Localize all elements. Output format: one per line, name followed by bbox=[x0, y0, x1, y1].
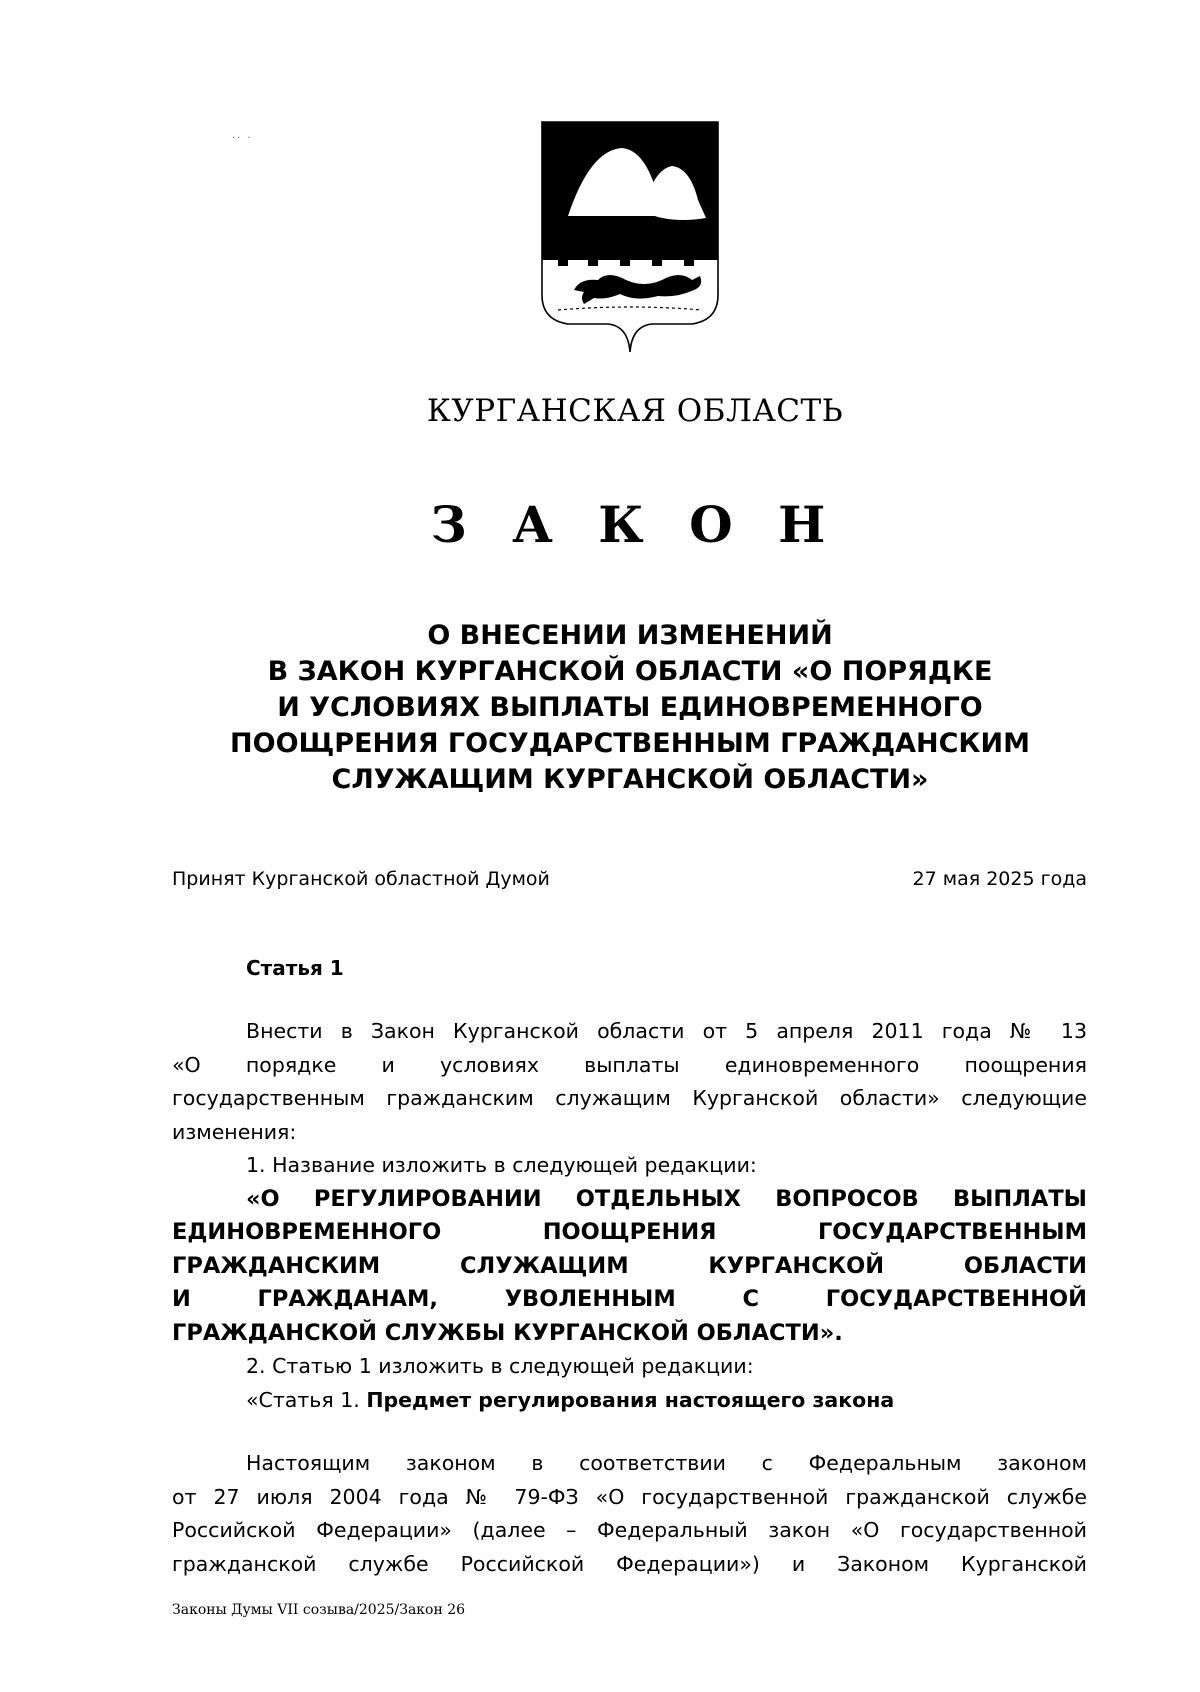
footer-reference: Законы Думы VII созыва/2025/Закон 26 bbox=[172, 1602, 466, 1618]
document-type: З А К О Н bbox=[430, 495, 840, 554]
amendment-item-2: 2. Статью 1 изложить в следующей редакции: bbox=[246, 1354, 754, 1378]
article-heading: Статья 1 bbox=[246, 956, 344, 980]
new-article-heading bbox=[172, 1384, 1087, 1418]
paragraph-line: Российской Федерации» (далее – Федеральный закон «О государственной bbox=[172, 1518, 1087, 1542]
adoption-date: 27 мая 2025 года bbox=[912, 868, 1087, 890]
new-title-line: ЕДИНОВРЕМЕННОГО ПООЩРЕНИЯ ГОСУДАРСТВЕННЫМ bbox=[172, 1219, 1087, 1245]
new-title-line: И ГРАЖДАНАМ, УВОЛЕННЫМ С ГОСУДАРСТВЕННОЙ bbox=[172, 1286, 1087, 1312]
law-title-line: И УСЛОВИЯХ ВЫПЛАТЫ ЕДИНОВРЕМЕННОГО bbox=[277, 692, 983, 723]
paragraph-line: Настоящим законом в соответствии с Федеральным законом bbox=[246, 1451, 1087, 1475]
new-title-line: ГРАЖДАНСКИМ СЛУЖАЩИМ КУРГАНСКОЙ ОБЛАСТИ bbox=[172, 1252, 1087, 1279]
law-title-line: В ЗАКОН КУРГАНСКОЙ ОБЛАСТИ «О ПОРЯДКЕ bbox=[267, 656, 993, 687]
region-name: КУРГАНСКАЯ ОБЛАСТЬ bbox=[426, 393, 844, 429]
law-title-line: СЛУЖАЩИМ КУРГАНСКОЙ ОБЛАСТИ» bbox=[331, 764, 929, 795]
new-article-title: Предмет регулирования настоящего закона bbox=[366, 1387, 895, 1412]
new-title-line: ГРАЖДАНСКОЙ СЛУЖБЫ КУРГАНСКОЙ ОБЛАСТИ». bbox=[172, 1319, 843, 1346]
paragraph-line: «О порядке и условиях выплаты единовременного поощрения bbox=[172, 1052, 1087, 1077]
paragraph-line: от 27 июля 2004 года № 79-ФЗ «О государственной гражданской службе bbox=[172, 1484, 1087, 1509]
new-article-prefix: «Статья 1. bbox=[246, 1387, 367, 1412]
article-body bbox=[172, 1015, 1087, 1581]
paragraph-line: государственным гражданским служащим Курганской области» следующие bbox=[172, 1086, 1087, 1110]
paragraph-line: гражданской службе Российской Федерации») и Законом Курганской bbox=[172, 1551, 1087, 1576]
adopted-by: Принят Курганской областной Думой bbox=[172, 868, 550, 890]
coat-of-arms-icon bbox=[540, 120, 720, 355]
spacer bbox=[172, 1417, 1087, 1447]
law-title bbox=[170, 618, 1090, 798]
adoption-line bbox=[172, 868, 1087, 890]
new-title-line: «О РЕГУЛИРОВАНИИ ОТДЕЛЬНЫХ ВОПРОСОВ ВЫПЛАТЫ bbox=[246, 1185, 1087, 1212]
amendment-item-1: 1. Название изложить в следующей редакции: bbox=[246, 1153, 757, 1177]
scan-speck: ·‧ · bbox=[232, 133, 253, 144]
paragraph-line: Внести в Закон Курганской области от 5 апреля 2011 года № 13 bbox=[246, 1019, 1087, 1043]
law-title-line: ПООЩРЕНИЯ ГОСУДАРСТВЕННЫМ ГРАЖДАНСКИМ bbox=[230, 728, 1030, 759]
law-title-line: О ВНЕСЕНИИ ИЗМЕНЕНИЙ bbox=[427, 620, 833, 651]
paragraph-line: изменения: bbox=[172, 1119, 297, 1144]
